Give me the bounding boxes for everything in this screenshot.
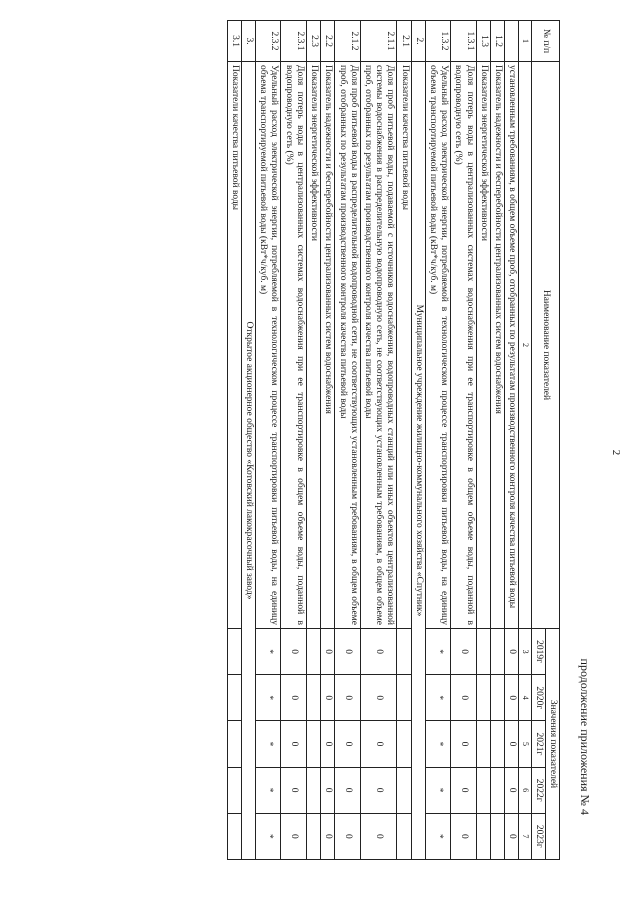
organization-name: Муниципальное учреждение жилищно-коммунального хозяйства «Спутник»	[411, 62, 425, 860]
table-row	[335, 21, 360, 860]
column-header-values: Значения показателей	[545, 629, 559, 860]
table-row	[504, 21, 518, 860]
indicator-value	[397, 629, 411, 675]
column-header-year: 2020г	[531, 675, 545, 721]
indicator-value: 0	[360, 629, 397, 675]
organization-row	[241, 21, 255, 860]
indicator-value: 0	[451, 675, 476, 721]
indicator-name: Показатели качества питьевой воды	[397, 62, 411, 629]
column-header-year: 2022г	[531, 767, 545, 813]
indicator-value	[227, 629, 241, 675]
indicator-value: 0	[321, 629, 335, 675]
page-number: 2	[610, 449, 622, 456]
indicator-value: 0	[281, 675, 306, 721]
indicator-value	[476, 721, 490, 767]
indicator-value	[490, 629, 504, 675]
row-number: 3.	[241, 21, 255, 62]
indicator-value: 0	[321, 767, 335, 813]
table-row	[306, 21, 320, 860]
table-row	[451, 21, 476, 860]
indicator-value	[490, 813, 504, 859]
table-row	[476, 21, 490, 860]
indicator-value	[227, 721, 241, 767]
indicator-value: 0	[504, 675, 518, 721]
indicator-name: Показатели энергетической эффективности	[306, 62, 320, 629]
indicator-value	[476, 767, 490, 813]
indicator-value: 0	[335, 721, 360, 767]
indicator-value: 0	[360, 721, 397, 767]
row-number: 1.2	[490, 21, 504, 62]
row-number: 2.	[411, 21, 425, 62]
table-header-row	[545, 21, 559, 860]
indicator-value	[476, 813, 490, 859]
table-row	[321, 21, 335, 860]
table-row	[490, 21, 504, 860]
organization-row	[411, 21, 425, 860]
indicator-value: 0	[504, 767, 518, 813]
indicator-name: Показатели энергетической эффективности	[476, 62, 490, 629]
row-number: 1.3.2	[425, 21, 450, 62]
indicator-value	[397, 813, 411, 859]
indicators-table	[227, 20, 560, 860]
column-index: 7	[519, 813, 531, 859]
indicator-name: Доля проб питьевой воды, подаваемой с источников водоснабжения, водопроводных станций или иных объектов централизованной системы водоснабжения в распределительную водопроводную сеть, не соответствующих установленным требованиям, в общем объеме проб, отобранных по результатам производственного контроля качества питьевой воды	[360, 62, 397, 629]
indicator-name: Доля потерь воды в централизованных системах водоснабжения при ее транспортировке в общем объеме воды, поданной в водопроводную сеть (%)	[281, 62, 306, 629]
indicator-name: Доля проб питьевой воды в распределительной водопроводной сети, не соответствующих установленным требованиям, в общем объеме проб, отобранных по результатам производственного контроля качества питьевой воды	[335, 62, 360, 629]
indicator-name: Показатели качества питьевой воды	[227, 62, 241, 629]
column-index: 1	[519, 21, 531, 62]
indicator-value: *	[425, 629, 450, 675]
row-number	[504, 21, 518, 62]
row-number: 1.3.1	[451, 21, 476, 62]
row-number: 2.3	[306, 21, 320, 62]
row-number: 2.1.2	[335, 21, 360, 62]
row-number: 1.3	[476, 21, 490, 62]
indicator-value	[227, 675, 241, 721]
indicator-name: Показатель надежности и бесперебойности централизованных систем водоснабжения	[490, 62, 504, 629]
column-index: 2	[519, 62, 531, 629]
indicator-value: *	[256, 629, 281, 675]
indicator-value: 0	[360, 813, 397, 859]
indicator-value: 0	[504, 721, 518, 767]
indicator-value	[306, 721, 320, 767]
indicator-value: *	[256, 767, 281, 813]
table-row	[227, 21, 241, 860]
table-row	[256, 21, 281, 860]
indicator-value: 0	[281, 767, 306, 813]
column-header-year: 2023г	[531, 813, 545, 859]
column-index: 6	[519, 767, 531, 813]
row-number: 3.1	[227, 21, 241, 62]
organization-name: Открытое акционерное общество «Котовский лакокрасочный завод»	[241, 62, 255, 860]
table-row	[397, 21, 411, 860]
indicator-name: Доля потерь воды в централизованных системах водоснабжения при ее транспортировке в общем объеме воды, поданной в водопроводную сеть (%)	[451, 62, 476, 629]
table-row	[281, 21, 306, 860]
indicator-value: 0	[451, 767, 476, 813]
column-index: 4	[519, 675, 531, 721]
indicator-value	[397, 675, 411, 721]
column-header-number: № п/п	[531, 21, 559, 62]
indicator-name: установленным требованиям, в общем объеме проб, отобранных по результатам производственного контроля качества питьевой воды	[504, 62, 518, 629]
indicator-value: 0	[504, 813, 518, 859]
row-number: 2.3.2	[256, 21, 281, 62]
indicator-value: *	[256, 675, 281, 721]
indicator-value	[306, 813, 320, 859]
indicator-value	[490, 675, 504, 721]
indicator-value: *	[256, 721, 281, 767]
column-header-name: Наименование показателей	[531, 62, 559, 629]
indicator-value: 0	[321, 721, 335, 767]
indicator-value: 0	[281, 813, 306, 859]
indicator-value	[490, 767, 504, 813]
indicator-value: 0	[335, 675, 360, 721]
indicator-value: *	[425, 813, 450, 859]
column-header-year: 2019г	[531, 629, 545, 675]
indicator-value: 0	[360, 767, 397, 813]
indicator-value: 0	[335, 629, 360, 675]
row-number: 2.2	[321, 21, 335, 62]
indicator-value	[306, 629, 320, 675]
indicator-value: 0	[281, 629, 306, 675]
indicator-value: 0	[360, 675, 397, 721]
indicator-value: 0	[321, 675, 335, 721]
row-number: 2.1	[397, 21, 411, 62]
indicator-name: Показатель надежности и бесперебойности централизованных систем водоснабжения	[321, 62, 335, 629]
indicator-value: 0	[451, 813, 476, 859]
indicator-value: 0	[335, 813, 360, 859]
indicator-value	[306, 675, 320, 721]
indicator-value	[227, 813, 241, 859]
row-number: 2.1.1	[360, 21, 397, 62]
indicator-value: *	[425, 767, 450, 813]
indicator-value	[397, 767, 411, 813]
indicator-value	[476, 629, 490, 675]
row-number: 2.3.1	[281, 21, 306, 62]
indicator-value: 0	[504, 629, 518, 675]
indicator-value: *	[256, 813, 281, 859]
indicator-value: 0	[335, 767, 360, 813]
indicator-value	[397, 721, 411, 767]
indicator-value	[306, 767, 320, 813]
column-index: 5	[519, 721, 531, 767]
indicator-value	[490, 721, 504, 767]
appendix-continuation-note: продолжение приложения № 4	[578, 658, 592, 815]
indicator-value: 0	[451, 629, 476, 675]
column-index-row	[519, 21, 531, 860]
indicator-value: 0	[451, 721, 476, 767]
table-row	[425, 21, 450, 860]
indicator-value: *	[425, 721, 450, 767]
indicator-value	[476, 675, 490, 721]
indicator-value: *	[425, 675, 450, 721]
indicator-name: Удельный расход электрической энергии, потребляемой в технологическом процессе транспортировки питьевой воды, на единицу объема транспортируемой питьевой воды (кВт*ч/куб. м)	[256, 62, 281, 629]
indicator-value: 0	[281, 721, 306, 767]
indicator-value: 0	[321, 813, 335, 859]
indicator-name: Удельный расход электрической энергии, потребляемой в технологическом процессе транспортировки питьевой воды, на единицу объема транспортируемой питьевой воды (кВт*ч/куб. м)	[425, 62, 450, 629]
indicator-value	[227, 767, 241, 813]
column-header-year: 2021г	[531, 721, 545, 767]
table-row	[360, 21, 397, 860]
column-index: 3	[519, 629, 531, 675]
